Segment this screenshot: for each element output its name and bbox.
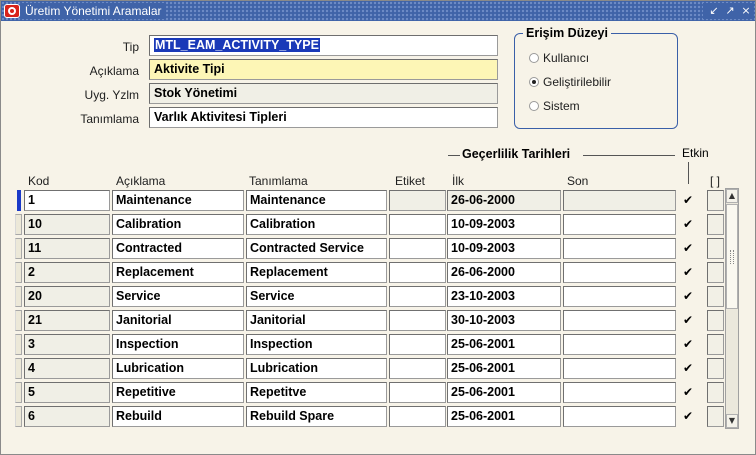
- descriptive-flex-field[interactable]: [707, 382, 724, 403]
- cell-tanimlama[interactable]: Contracted Service: [246, 238, 387, 259]
- col-header-etiket: Etiket: [395, 174, 426, 188]
- cell-etiket[interactable]: [389, 214, 446, 235]
- cell-etiket[interactable]: [389, 382, 446, 403]
- vertical-scrollbar[interactable]: [725, 188, 739, 429]
- cell-aciklama[interactable]: Janitorial: [112, 310, 244, 331]
- row-indicator-current[interactable]: [17, 190, 21, 211]
- cell-tanimlama[interactable]: Replacement: [246, 262, 387, 283]
- cell-aciklama[interactable]: Calibration: [112, 214, 244, 235]
- cell-kod[interactable]: 10: [24, 214, 110, 235]
- oracle-o-icon: [4, 4, 20, 18]
- minimize-icon[interactable]: ↙: [709, 4, 719, 17]
- tip-label: Tip: [122, 40, 139, 54]
- check-icon[interactable]: ✔: [682, 193, 694, 207]
- etkin-header: Etkin: [682, 146, 709, 160]
- cell-son[interactable]: [563, 238, 676, 259]
- row-indicator[interactable]: [15, 214, 22, 235]
- row-indicator[interactable]: [15, 238, 22, 259]
- radio-button-icon[interactable]: [529, 101, 539, 111]
- close-icon[interactable]: ×: [741, 4, 751, 17]
- cell-etiket[interactable]: [389, 262, 446, 283]
- check-icon[interactable]: ✔: [682, 409, 694, 423]
- radio-kullanici[interactable]: [529, 51, 589, 65]
- tip-field[interactable]: [149, 35, 498, 56]
- scroll-up-arrow-icon[interactable]: ▲: [726, 189, 738, 203]
- cell-aciklama[interactable]: Repetitive: [112, 382, 244, 403]
- check-icon[interactable]: ✔: [682, 337, 694, 351]
- descriptive-flex-field[interactable]: [707, 358, 724, 379]
- radio-button-selected-icon[interactable]: [529, 77, 539, 87]
- cell-ilk[interactable]: 26-06-2000: [447, 190, 561, 211]
- tanimlama-field[interactable]: Varlık Aktivitesi Tipleri: [149, 107, 498, 128]
- cell-son[interactable]: [563, 262, 676, 283]
- cell-tanimlama[interactable]: Janitorial: [246, 310, 387, 331]
- etkin-connector-line: [688, 162, 689, 184]
- title-bar[interactable]: [1, 1, 755, 21]
- row-indicator[interactable]: [15, 262, 22, 283]
- tanimlama-label: Tanımlama: [80, 112, 139, 126]
- col-header-ilk: İlk: [452, 174, 464, 188]
- cell-aciklama[interactable]: Lubrication: [112, 358, 244, 379]
- check-icon[interactable]: ✔: [682, 385, 694, 399]
- cell-tanimlama[interactable]: Calibration: [246, 214, 387, 235]
- check-icon[interactable]: ✔: [682, 289, 694, 303]
- col-header-aciklama: Açıklama: [116, 174, 166, 188]
- cell-kod[interactable]: 5: [24, 382, 110, 403]
- cell-etiket[interactable]: [389, 334, 446, 355]
- row-indicator[interactable]: [15, 334, 22, 355]
- descriptive-flex-field[interactable]: [707, 190, 724, 211]
- cell-kod[interactable]: 1: [24, 190, 110, 211]
- validity-line-right: [583, 155, 675, 156]
- uyg-label: Uyg. Yzlm: [84, 88, 139, 102]
- cell-son[interactable]: [563, 214, 676, 235]
- cell-tanimlama[interactable]: Repetitve: [246, 382, 387, 403]
- cell-etiket[interactable]: [389, 310, 446, 331]
- cell-son[interactable]: [563, 382, 676, 403]
- cell-aciklama[interactable]: Inspection: [112, 334, 244, 355]
- cell-tanimlama[interactable]: Service: [246, 286, 387, 307]
- cell-kod[interactable]: 4: [24, 358, 110, 379]
- scrollbar-thumb[interactable]: [726, 204, 738, 309]
- aciklama-field[interactable]: Aktivite Tipi: [149, 59, 498, 80]
- cell-etiket[interactable]: [389, 286, 446, 307]
- cell-etiket[interactable]: [389, 406, 446, 427]
- maximize-icon[interactable]: ↗: [725, 4, 735, 17]
- radio-label: Sistem: [543, 99, 580, 113]
- check-icon[interactable]: ✔: [682, 241, 694, 255]
- cell-son[interactable]: [563, 406, 676, 427]
- cell-aciklama[interactable]: Replacement: [112, 262, 244, 283]
- cell-son[interactable]: [563, 310, 676, 331]
- radio-label: Geliştirilebilir: [543, 75, 612, 89]
- cell-ilk[interactable]: 25-06-2001: [447, 334, 561, 355]
- uyg-field[interactable]: Stok Yönetimi: [149, 83, 498, 104]
- cell-tanimlama[interactable]: Maintenance: [246, 190, 387, 211]
- cell-ilk[interactable]: 25-06-2001: [447, 406, 561, 427]
- cell-kod[interactable]: 2: [24, 262, 110, 283]
- check-icon[interactable]: ✔: [682, 313, 694, 327]
- cell-etiket[interactable]: [389, 358, 446, 379]
- cell-kod[interactable]: 3: [24, 334, 110, 355]
- descriptive-flex-field[interactable]: [707, 406, 724, 427]
- row-indicator[interactable]: [15, 286, 22, 307]
- cell-ilk[interactable]: 10-09-2003: [447, 214, 561, 235]
- descriptive-flex-field[interactable]: [707, 214, 724, 235]
- radio-gelistirilebilir[interactable]: [529, 75, 611, 89]
- cell-son[interactable]: [563, 334, 676, 355]
- radio-label: Kullanıcı: [543, 51, 590, 65]
- cell-ilk[interactable]: 23-10-2003: [447, 286, 561, 307]
- cell-kod[interactable]: 21: [24, 310, 110, 331]
- descriptive-flex-field[interactable]: [707, 238, 724, 259]
- radio-sistem[interactable]: [529, 99, 580, 113]
- tip-value: MTL_EAM_ACTIVITY_TYPE: [155, 38, 319, 52]
- check-icon[interactable]: ✔: [682, 265, 694, 279]
- col-header-tanimlama: Tanımlama: [249, 174, 308, 188]
- row-indicator[interactable]: [15, 406, 22, 427]
- cell-kod[interactable]: 6: [24, 406, 110, 427]
- check-icon[interactable]: ✔: [682, 217, 694, 231]
- access-level-title: Erişim Düzeyi: [523, 26, 611, 40]
- cell-etiket[interactable]: [389, 190, 446, 211]
- descriptive-flex-field[interactable]: [707, 310, 724, 331]
- cell-ilk[interactable]: 25-06-2001: [447, 382, 561, 403]
- check-icon[interactable]: ✔: [682, 361, 694, 375]
- cell-tanimlama[interactable]: Rebuild Spare: [246, 406, 387, 427]
- descriptive-flex-field[interactable]: [707, 334, 724, 355]
- cell-aciklama[interactable]: Service: [112, 286, 244, 307]
- cell-kod[interactable]: 20: [24, 286, 110, 307]
- window-controls: [703, 3, 753, 19]
- aciklama-label: Açıklama: [89, 64, 139, 78]
- scrollbar-grip-icon: [730, 250, 734, 264]
- descriptive-flex-field[interactable]: [707, 262, 724, 283]
- cell-ilk[interactable]: 25-06-2001: [447, 358, 561, 379]
- cell-ilk[interactable]: 10-09-2003: [447, 238, 561, 259]
- window-title: Üretim Yönetimi Aramalar: [21, 3, 166, 19]
- validity-group-label: Geçerlilik Tarihleri: [462, 147, 571, 161]
- cell-aciklama[interactable]: Contracted: [112, 238, 244, 259]
- cell-ilk[interactable]: 30-10-2003: [447, 310, 561, 331]
- cell-kod[interactable]: 11: [24, 238, 110, 259]
- cell-aciklama[interactable]: Rebuild: [112, 406, 244, 427]
- cell-son[interactable]: [563, 286, 676, 307]
- cell-tanimlama[interactable]: Inspection: [246, 334, 387, 355]
- cell-tanimlama[interactable]: Lubrication: [246, 358, 387, 379]
- row-indicator[interactable]: [15, 310, 22, 331]
- scroll-down-arrow-icon[interactable]: ▼: [726, 414, 738, 428]
- col-header-kod: Kod: [28, 174, 50, 188]
- cell-etiket[interactable]: [389, 238, 446, 259]
- cell-ilk[interactable]: 26-06-2000: [447, 262, 561, 283]
- cell-son[interactable]: [563, 358, 676, 379]
- descriptive-flex-field[interactable]: [707, 286, 724, 307]
- col-header-extra: [ ]: [710, 174, 721, 188]
- col-header-son: Son: [567, 174, 589, 188]
- cell-son[interactable]: [563, 190, 676, 211]
- row-indicator[interactable]: [15, 358, 22, 379]
- cell-aciklama[interactable]: Maintenance: [112, 190, 244, 211]
- radio-button-icon[interactable]: [529, 53, 539, 63]
- row-indicator[interactable]: [15, 382, 22, 403]
